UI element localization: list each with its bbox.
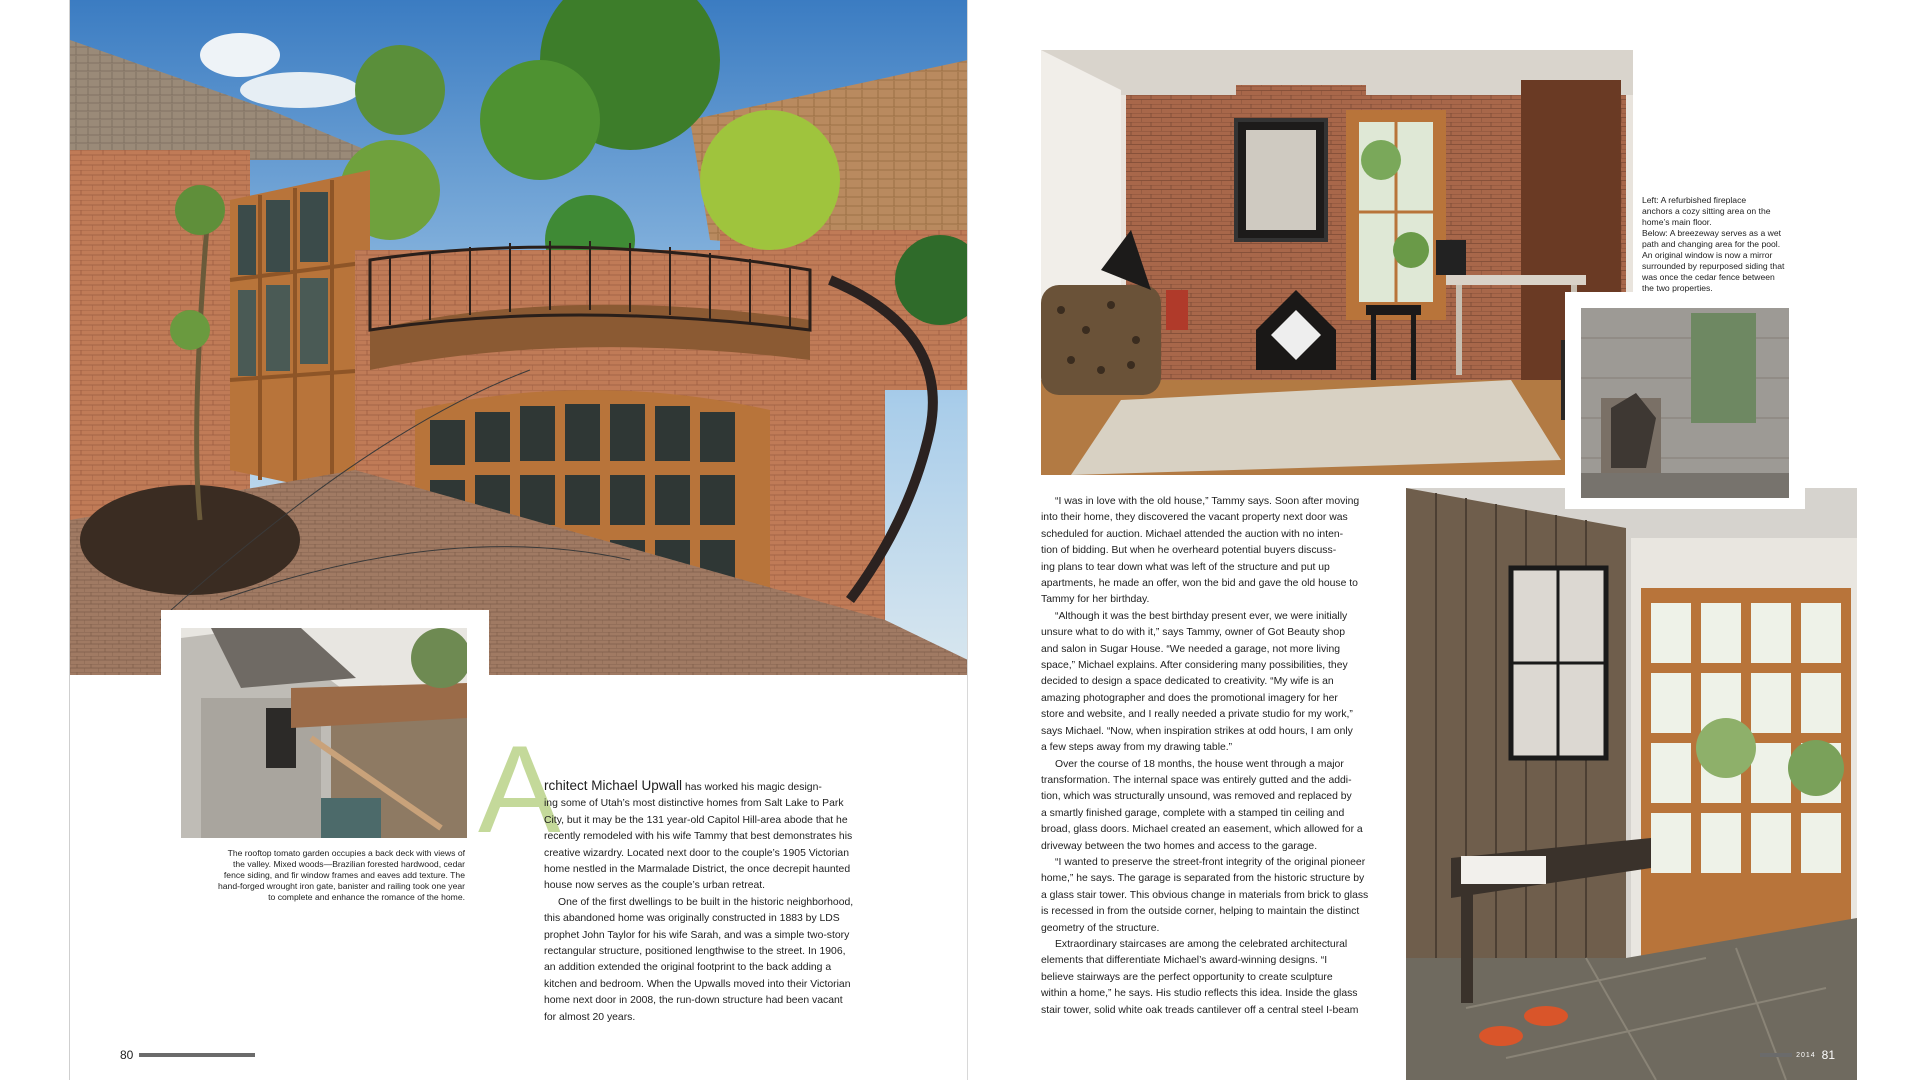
caption-line: The rooftop tomato garden occupies a back deck with views of [227,848,465,858]
article-line: for almost 20 years. [544,1011,636,1023]
article-line: elements that differentiate Michael’s award-winning designs. “I [1041,955,1328,967]
caption-line: An original window is now a mirror [1642,250,1773,260]
exterior-illustration [70,0,968,675]
caption-line: anchors a cozy sitting area on the [1642,206,1771,216]
article-line: believe stairways are the perfect opportunity to create sculpture [1041,971,1333,983]
article-line: “I wanted to preserve the street-front integrity of the original pioneer [1055,856,1366,868]
article-line: creative wizardry. Located next door to the couple’s 1905 Victorian [544,847,849,859]
article-line: rchitect Michael Upwall has worked his magic design- [544,778,822,793]
article-line: this abandoned home was originally constructed in 1883 by LDS [544,913,840,925]
article-line: ing some of Utah’s most distinctive homes from Salt Lake to Park [544,798,844,810]
article-line: scheduled for auction. Michael attended the auction with no inten- [1041,528,1344,540]
caption-line: the two properties. [1642,283,1713,293]
caption-line: home’s main floor. [1642,217,1712,227]
article-line: a glass stair tower. This obvious change in materials from brick to glass [1041,889,1369,901]
article-line: amazing photographer and does the promotional imagery for her [1041,692,1338,704]
article-line: prophet John Taylor for his wife Sarah, and was a simple two-story [544,929,850,941]
article-line: recently remodeled with his wife Tammy that best demonstrates his [544,831,853,843]
article-line: One of the first dwellings to be built in the historic neighborhood, [558,896,854,908]
caption-line: surrounded by repurposed siding that [1642,261,1785,271]
right-page [967,0,1857,1080]
article-line: decided to design a space dedicated to creativity. “My wife is an [1041,676,1334,688]
article-line: home,” he says. The garage is separated from the historic structure by [1041,873,1365,885]
caption-line: the valley. Mixed woods—Brazilian forested hardwood, cedar [233,859,465,869]
article-line: space,” Michael explains. After considering many possibilities, they [1041,660,1348,672]
article-line: kitchen and bedroom. When the Upwalls moved into their Victorian [544,978,851,990]
article-line: a smartly finished garage, complete with a stamped tin ceiling and [1041,807,1345,819]
article-line: Tammy for her birthday. [1041,594,1150,606]
folio-rule [139,1053,255,1057]
article-line: home next door in 2008, the run-down structure had been vacant [544,995,843,1007]
article-line: tion of bidding. But when he overheard potential buyers discuss- [1041,545,1337,557]
left-page [69,0,968,1080]
page-number: 81 [1821,1048,1835,1062]
article-line: rectangular structure, positioned lengthwise to the street. In 1906, [544,946,846,958]
caption-line: to complete and enhance the romance of the home. [268,892,465,902]
article-line: home nestled in the Marmalade District, the once decrepit haunted [544,864,851,876]
article-line: house now serves as the couple’s urban retreat. [544,880,766,892]
construction-inset-photo [181,628,467,838]
drop-cap: A [478,721,561,859]
article-line: into their home, they discovered the vacant property next door was [1041,512,1348,524]
caption-line: Below: A breezeway serves as a wet [1642,228,1782,238]
issue-year: 2014 [1796,1051,1816,1059]
article-line: City, but it may be the 131 year-old Capitol Hill-area abode that he [544,814,848,826]
right-folio [1760,1048,1835,1062]
caption-line: Left: A refurbished fireplace [1642,195,1747,205]
article-line: stair tower, solid white oak treads cantilever off a central steel I-beam [1041,1004,1359,1016]
article-line: ing plans to tear down what was left of the structure and put up [1041,561,1330,573]
folio-rule [1760,1053,1792,1057]
article-line: unsure what to do with it,” says Tammy, owner of Got Beauty shop [1041,627,1345,639]
exterior-garage-photo [70,0,968,675]
left-folio [120,1048,255,1062]
caption-line: hand-forged wrought iron gate, banister and railing took one year [218,881,465,891]
article-line: is recessed in from the outside corner, helping to maintain the distinct [1041,906,1360,918]
article-body-right [1041,494,1369,1019]
left-photo-caption [175,848,465,903]
fireplace-sitting-area-photo [1041,50,1633,475]
original-window-photo [1581,308,1789,498]
caption-line: fence siding, and fir window frames and eaves add texture. The [223,870,465,880]
article-line: within a home,” he says. His studio reflects this idea. Inside the glass [1041,988,1358,1000]
lead-in-text: rchitect Michael Upwall [544,778,683,793]
article-line: Over the course of 18 months, the house went through a major [1055,758,1344,770]
article-body-left [544,778,870,1026]
article-line: “I was in love with the old house,” Tammy says. Soon after moving [1055,496,1360,507]
breezeway-photo [1406,488,1857,1080]
article-line: “Although it was the best birthday present ever, we were initially [1055,610,1348,622]
article-line: geometry of the structure. [1041,922,1160,934]
article-line: and salon in Sugar House. “We needed a garage, not more living [1041,643,1341,655]
article-line: store and website, and I really needed a private studio for my work,” [1041,709,1353,721]
article-line: apartments, he made an offer, won the bid and gave the old house to [1041,578,1358,590]
article-line: driveway between the two homes and access to the garage. [1041,840,1318,852]
article-line: a few steps away from my drawing table.” [1041,742,1233,754]
caption-line: path and changing area for the pool. [1642,239,1781,249]
right-photo-caption [1642,195,1807,294]
article-line: broad, glass doors. Michael created an easement, which allowed for a [1041,824,1363,836]
caption-line: was once the cedar fence between [1642,272,1775,282]
article-line: tion, which was structurally unsound, was removed and replaced by [1041,791,1352,803]
article-line: says Michael. “Now, when inspiration strikes at odd hours, I am only [1041,725,1353,737]
article-line: transformation. The internal space was entirely gutted and the addi- [1041,774,1352,786]
page-number: 80 [120,1048,134,1062]
article-line: an addition extended the original footprint to the back adding a [544,962,832,974]
article-line: Extraordinary staircases are among the celebrated architectural [1055,938,1348,950]
